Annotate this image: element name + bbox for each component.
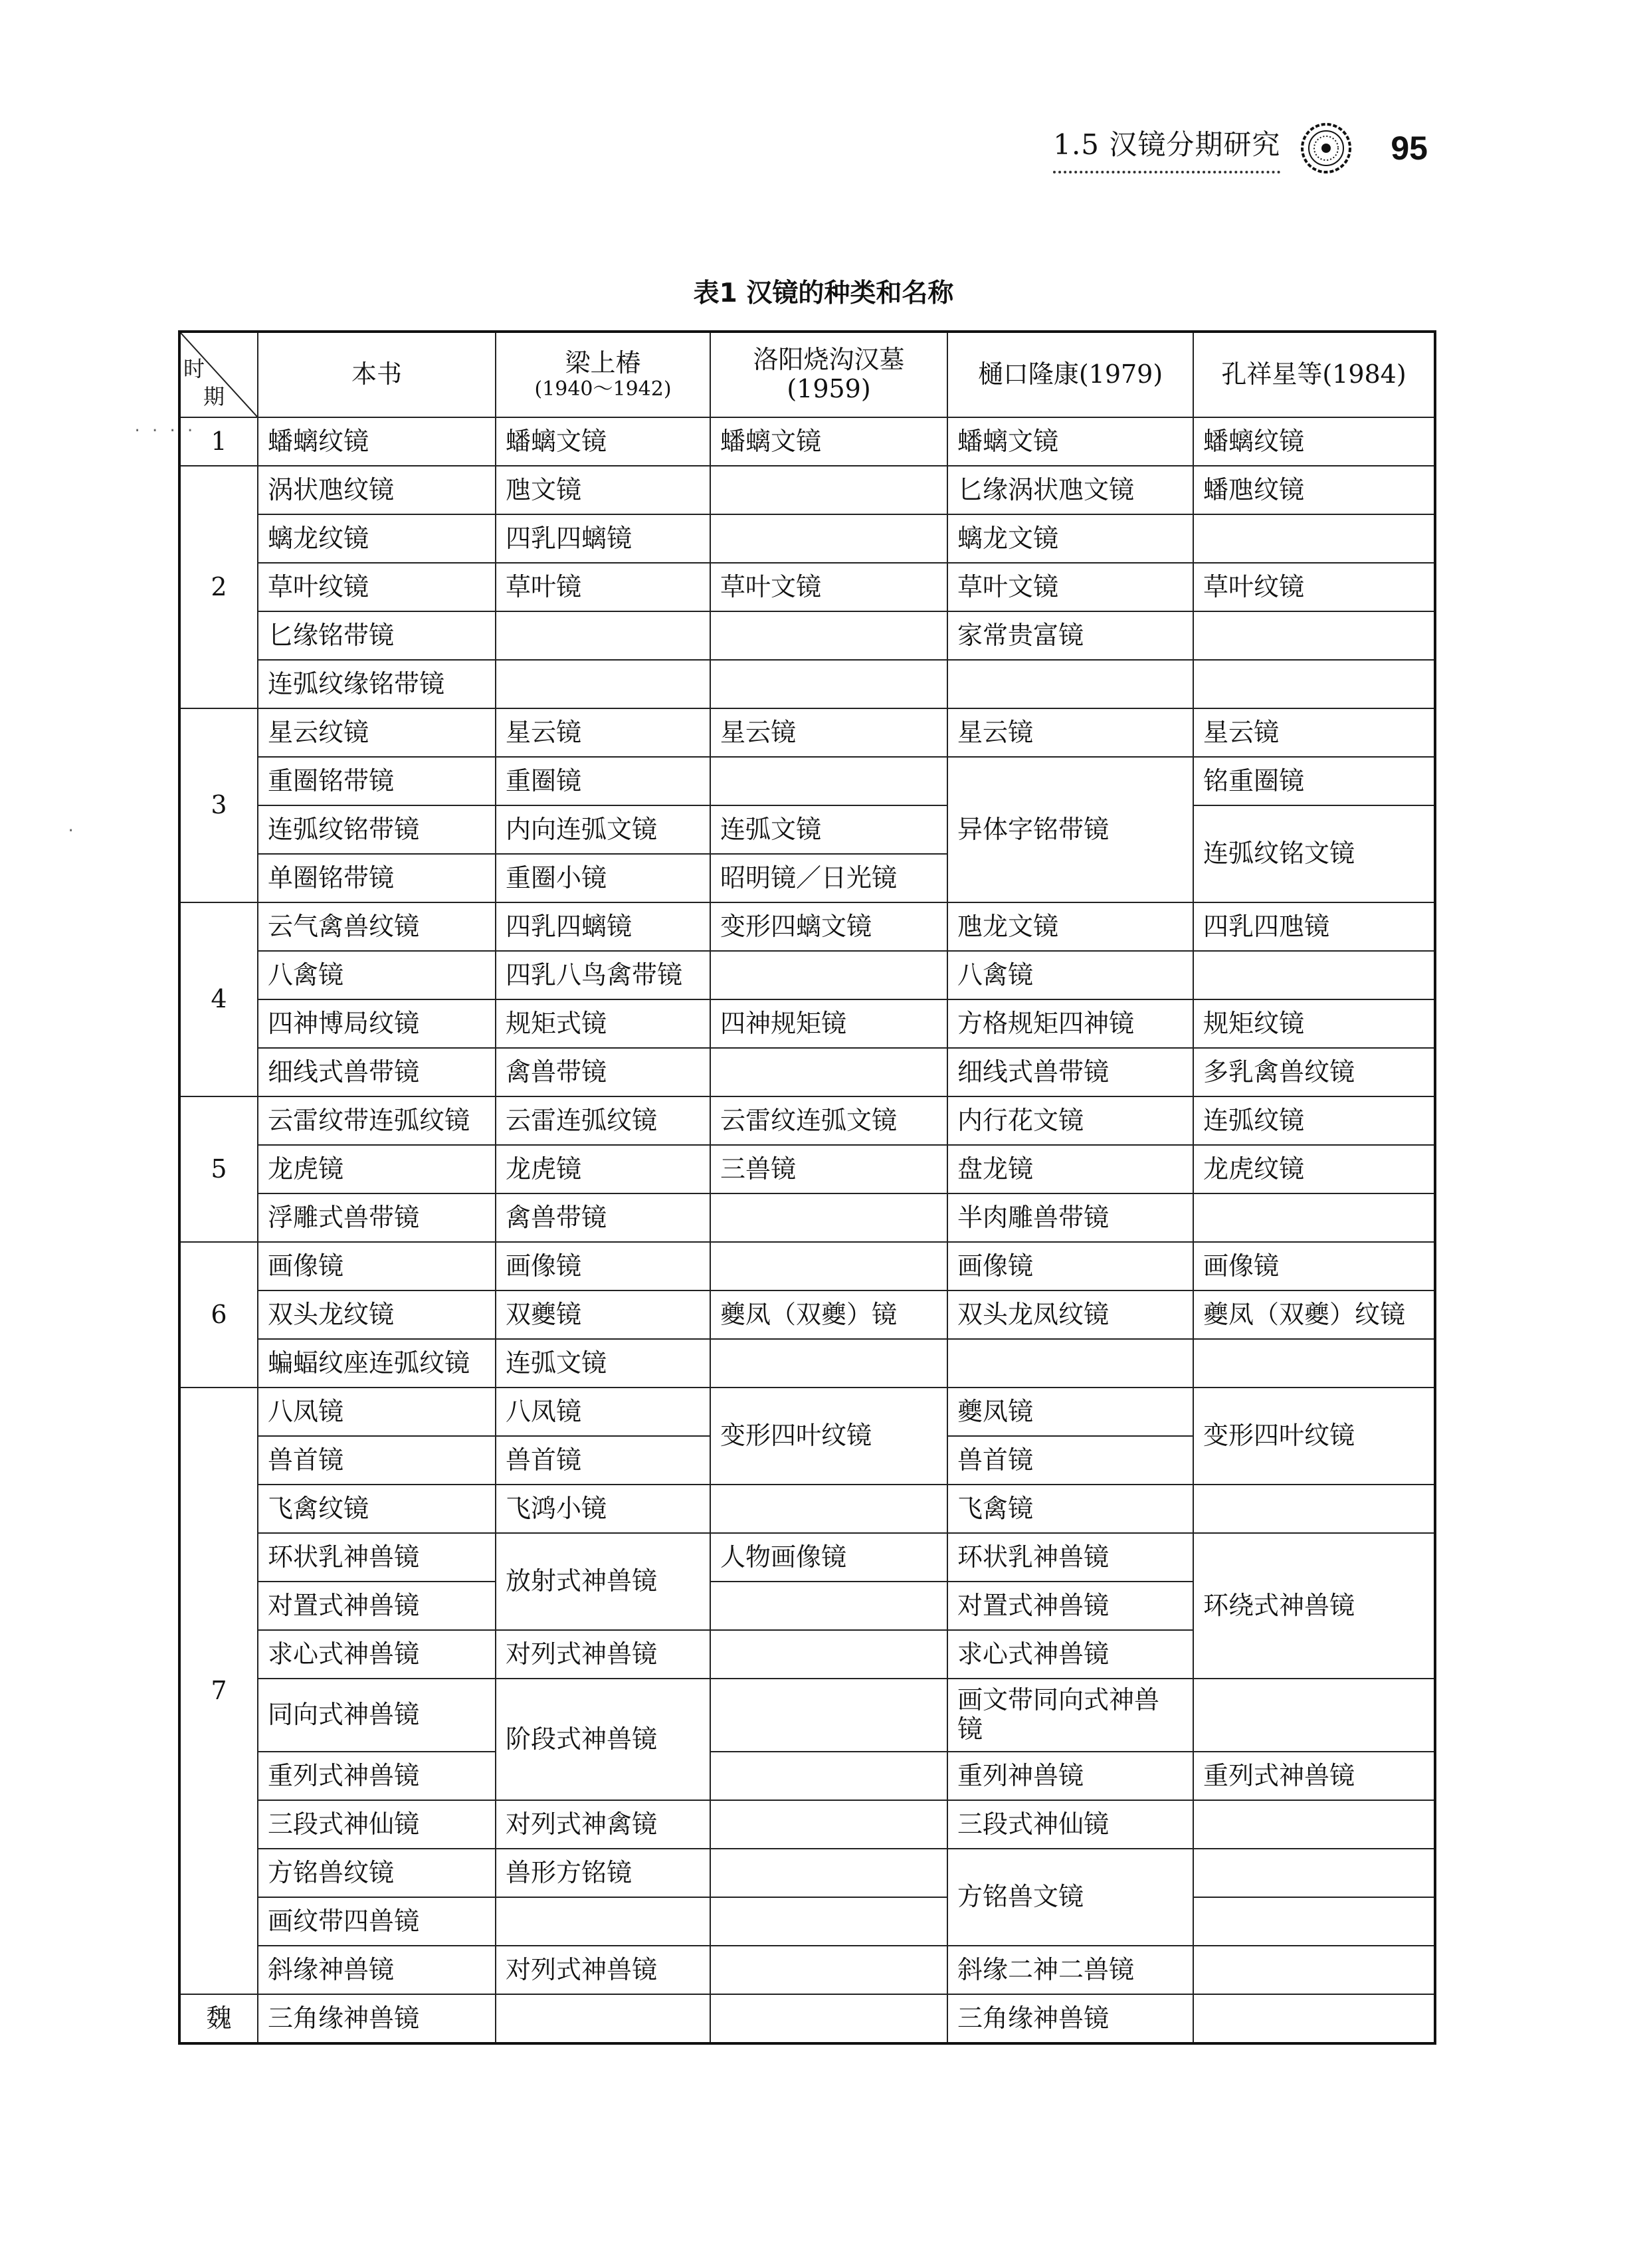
table-cell — [710, 951, 947, 999]
mirror-table-wrapper — [178, 330, 1434, 2045]
table-cell: 环状乳神兽镜 — [258, 1533, 496, 1582]
table-cell: 对列式神兽镜 — [496, 1946, 710, 1994]
table-cell: 环绕式神兽镜 — [1193, 1533, 1435, 1679]
table-cell: 夔凤镜 — [947, 1388, 1193, 1436]
table-row — [179, 1388, 1435, 1436]
table-row — [179, 757, 1435, 805]
table-row — [179, 1946, 1435, 1994]
table-cell: 家常贵富镜 — [947, 611, 1193, 660]
table-cell — [710, 1800, 947, 1849]
table-cell: 方铭兽文镜 — [947, 1849, 1193, 1946]
table-cell — [1193, 1849, 1435, 1897]
table-cell: 内向连弧文镜 — [496, 805, 710, 854]
table-cell: 重列神兽镜 — [947, 1752, 1193, 1800]
period-cell: 6 — [179, 1242, 258, 1388]
table-cell: 连弧纹缘铭带镜 — [258, 660, 496, 708]
table-cell: 蟠螭文镜 — [710, 417, 947, 466]
table-cell — [710, 1752, 947, 1800]
table-cell: 内行花文镜 — [947, 1096, 1193, 1145]
table-cell: 异体字铭带镜 — [947, 757, 1193, 902]
table-row — [179, 660, 1435, 708]
table-cell: 草叶纹镜 — [258, 563, 496, 611]
table-cell — [710, 1193, 947, 1242]
table-cell: 八凤镜 — [258, 1388, 496, 1436]
period-cell: 2 — [179, 466, 258, 708]
table-cell — [710, 1339, 947, 1388]
table-cell — [710, 1630, 947, 1679]
table-cell: 星云镜 — [1193, 708, 1435, 757]
corner-label-top: 时 — [183, 356, 205, 381]
table-row — [179, 708, 1435, 757]
table-row — [179, 1994, 1435, 2043]
table-row — [179, 805, 1435, 854]
column-header: 洛阳烧沟汉墓(1959) — [710, 332, 947, 417]
table-row — [179, 1339, 1435, 1388]
table-cell: 重圈小镜 — [496, 854, 710, 902]
table-cell: 画像镜 — [496, 1242, 710, 1290]
table-row — [179, 1290, 1435, 1339]
table-cell — [496, 1994, 710, 2043]
table-cell: 八凤镜 — [496, 1388, 710, 1436]
table-cell: 双头龙纹镜 — [258, 1290, 496, 1339]
table-cell — [1193, 1897, 1435, 1946]
table-cell: 对置式神兽镜 — [947, 1582, 1193, 1630]
table-cell: 连弧纹镜 — [1193, 1096, 1435, 1145]
table-cell: 重圈铭带镜 — [258, 757, 496, 805]
table-cell: 变形四叶纹镜 — [710, 1388, 947, 1485]
table-cell: 重列式神兽镜 — [1193, 1752, 1435, 1800]
table-cell: 重列式神兽镜 — [258, 1752, 496, 1800]
table-cell: 方格规矩四神镜 — [947, 999, 1193, 1048]
table-cell: 八禽镜 — [258, 951, 496, 999]
table-cell: 四神规矩镜 — [710, 999, 947, 1048]
table-cell: 细线式兽带镜 — [947, 1048, 1193, 1096]
table-cell: 规矩式镜 — [496, 999, 710, 1048]
table-cell — [710, 1485, 947, 1533]
table-cell: 连弧纹铭文镜 — [1193, 805, 1435, 902]
running-header — [1053, 120, 1428, 177]
table-cell: 放射式神兽镜 — [496, 1533, 710, 1630]
table-cell — [710, 1849, 947, 1897]
table-cell: 草叶文镜 — [710, 563, 947, 611]
column-header: 樋口隆康(1979) — [947, 332, 1193, 417]
table-cell: 环状乳神兽镜 — [947, 1533, 1193, 1582]
table-cell — [710, 514, 947, 563]
table-cell: 龙虎镜 — [258, 1145, 496, 1193]
table-cell: 蟠螭纹镜 — [1193, 417, 1435, 466]
table-cell: 多乳禽兽纹镜 — [1193, 1048, 1435, 1096]
scan-speck: · — [66, 823, 76, 839]
table-cell: 螭龙文镜 — [947, 514, 1193, 563]
table-cell: 四乳八鸟禽带镜 — [496, 951, 710, 999]
table-cell — [710, 1048, 947, 1096]
table-cell: 双夔镜 — [496, 1290, 710, 1339]
table-cell — [710, 611, 947, 660]
table-cell: 双头龙凤纹镜 — [947, 1290, 1193, 1339]
table-cell: 虺龙文镜 — [947, 902, 1193, 951]
table-cell: 飞禽纹镜 — [258, 1485, 496, 1533]
table-cell: 对列式神禽镜 — [496, 1800, 710, 1849]
table-cell — [496, 660, 710, 708]
table-cell — [1193, 1994, 1435, 2043]
period-cell: 4 — [179, 902, 258, 1096]
table-row — [179, 1485, 1435, 1533]
period-cell: 3 — [179, 708, 258, 902]
table-cell: 蟠螭文镜 — [496, 417, 710, 466]
table-cell: 禽兽带镜 — [496, 1193, 710, 1242]
table-row — [179, 1533, 1435, 1582]
table-cell: 夔凤（双夔）镜 — [710, 1290, 947, 1339]
table-cell: 草叶镜 — [496, 563, 710, 611]
table-cell: 画像镜 — [1193, 1242, 1435, 1290]
table-cell: 螭龙纹镜 — [258, 514, 496, 563]
table-cell: 星云镜 — [947, 708, 1193, 757]
table-cell: 画像镜 — [947, 1242, 1193, 1290]
table-cell: 蝙蝠纹座连弧纹镜 — [258, 1339, 496, 1388]
table-cell — [1193, 660, 1435, 708]
table-cell — [1193, 951, 1435, 999]
table-cell: 对置式神兽镜 — [258, 1582, 496, 1630]
table-row — [179, 611, 1435, 660]
table-row — [179, 902, 1435, 951]
table-row — [179, 1800, 1435, 1849]
table-cell — [710, 757, 947, 805]
table-cell: 虺文镜 — [496, 466, 710, 514]
table-row — [179, 1048, 1435, 1096]
table-cell: 三段式神仙镜 — [947, 1800, 1193, 1849]
table-cell — [710, 1679, 947, 1752]
table-cell: 盘龙镜 — [947, 1145, 1193, 1193]
column-header-label: 梁上椿 — [565, 348, 641, 377]
sun-ornament-icon — [1298, 120, 1355, 177]
table-cell — [710, 1897, 947, 1946]
table-cell — [1193, 1485, 1435, 1533]
column-header: 孔祥星等(1984) — [1193, 332, 1435, 417]
table-cell: 星云纹镜 — [258, 708, 496, 757]
table-cell: 四乳四虺镜 — [1193, 902, 1435, 951]
table-cell: 飞禽镜 — [947, 1485, 1193, 1533]
scan-speck: · · · · — [133, 423, 195, 439]
table-cell: 云雷纹带连弧纹镜 — [258, 1096, 496, 1145]
table-cell — [1193, 1946, 1435, 1994]
table-cell — [1193, 1679, 1435, 1752]
table-cell: 重圈镜 — [496, 757, 710, 805]
table-cell: 龙虎镜 — [496, 1145, 710, 1193]
table-cell: 蟠螭文镜 — [947, 417, 1193, 466]
table-cell: 斜缘神兽镜 — [258, 1946, 496, 1994]
table-cell: 方铭兽纹镜 — [258, 1849, 496, 1897]
table-cell — [1193, 1339, 1435, 1388]
table-cell: 斜缘二神二兽镜 — [947, 1946, 1193, 1994]
table-cell: 半肉雕兽带镜 — [947, 1193, 1193, 1242]
period-cell: 7 — [179, 1388, 258, 1994]
table-cell: 三兽镜 — [710, 1145, 947, 1193]
table-cell: 人物画像镜 — [710, 1533, 947, 1582]
table-cell: 云雷纹连弧文镜 — [710, 1096, 947, 1145]
table-row — [179, 1145, 1435, 1193]
table-cell: 求心式神兽镜 — [258, 1630, 496, 1679]
corner-header — [179, 332, 258, 417]
table-cell — [496, 1897, 710, 1946]
table-cell: 云气禽兽纹镜 — [258, 902, 496, 951]
table-cell — [710, 660, 947, 708]
period-cell: 魏 — [179, 1994, 258, 2043]
header-row — [179, 332, 1435, 417]
table-row — [179, 1242, 1435, 1290]
table-cell: 草叶纹镜 — [1193, 563, 1435, 611]
table-cell — [710, 1582, 947, 1630]
table-cell: 蟠螭纹镜 — [258, 417, 496, 466]
table-cell: 连弧文镜 — [710, 805, 947, 854]
table-cell: 三角缘神兽镜 — [258, 1994, 496, 2043]
table-cell: 八禽镜 — [947, 951, 1193, 999]
table-cell: 铭重圈镜 — [1193, 757, 1435, 805]
table-cell: 四神博局纹镜 — [258, 999, 496, 1048]
table-cell: 蟠虺纹镜 — [1193, 466, 1435, 514]
table-row — [179, 1897, 1435, 1946]
table-cell: 禽兽带镜 — [496, 1048, 710, 1096]
table-cell: 昭明镜／日光镜 — [710, 854, 947, 902]
table-cell: 单圈铭带镜 — [258, 854, 496, 902]
table-row — [179, 1752, 1435, 1800]
page-number: 95 — [1391, 130, 1428, 167]
column-header: 本书 — [258, 332, 496, 417]
column-header — [496, 332, 710, 417]
table-cell — [1193, 1800, 1435, 1849]
mirror-types-table — [178, 330, 1436, 2045]
table-cell: 画像镜 — [258, 1242, 496, 1290]
table-cell: 匕缘涡状虺文镜 — [947, 466, 1193, 514]
corner-label-bottom: 期 — [203, 384, 225, 409]
table-cell — [947, 1339, 1193, 1388]
table-cell: 兽首镜 — [947, 1436, 1193, 1485]
table-cell — [710, 1946, 947, 1994]
table-cell: 兽首镜 — [496, 1436, 710, 1485]
table-row — [179, 514, 1435, 563]
table-cell: 画纹带四兽镜 — [258, 1897, 496, 1946]
period-cell: 5 — [179, 1096, 258, 1242]
table-cell: 草叶文镜 — [947, 563, 1193, 611]
table-cell — [1193, 1193, 1435, 1242]
table-cell — [496, 611, 710, 660]
table-cell: 涡状虺纹镜 — [258, 466, 496, 514]
table-cell — [710, 1242, 947, 1290]
table-title: 表1 汉镜的种类和名称 — [693, 278, 954, 308]
table-cell — [1193, 514, 1435, 563]
table-row — [179, 1096, 1435, 1145]
table-row — [179, 999, 1435, 1048]
table-row — [179, 563, 1435, 611]
table-cell: 匕缘铭带镜 — [258, 611, 496, 660]
table-cell: 龙虎纹镜 — [1193, 1145, 1435, 1193]
table-cell: 云雷连弧纹镜 — [496, 1096, 710, 1145]
table-cell: 三段式神仙镜 — [258, 1800, 496, 1849]
table-cell: 细线式兽带镜 — [258, 1048, 496, 1096]
table-row — [179, 1849, 1435, 1897]
table-cell: 求心式神兽镜 — [947, 1630, 1193, 1679]
period-cell: 1 — [179, 417, 258, 466]
table-cell: 四乳四螭镜 — [496, 902, 710, 951]
table-cell: 夔凤（双夔）纹镜 — [1193, 1290, 1435, 1339]
table-cell: 阶段式神兽镜 — [496, 1679, 710, 1800]
table-cell: 兽形方铭镜 — [496, 1849, 710, 1897]
table-cell: 星云镜 — [710, 708, 947, 757]
table-cell — [710, 1994, 947, 2043]
table-row — [179, 951, 1435, 999]
table-row — [179, 466, 1435, 514]
table-cell: 连弧文镜 — [496, 1339, 710, 1388]
table-cell: 变形四螭文镜 — [710, 902, 947, 951]
table-cell: 变形四叶纹镜 — [1193, 1388, 1435, 1485]
table-row — [179, 417, 1435, 466]
table-cell: 对列式神兽镜 — [496, 1630, 710, 1679]
table-cell: 连弧纹铭带镜 — [258, 805, 496, 854]
table-cell — [710, 466, 947, 514]
table-cell: 四乳四螭镜 — [496, 514, 710, 563]
table-cell: 浮雕式兽带镜 — [258, 1193, 496, 1242]
table-cell — [947, 660, 1193, 708]
table-row — [179, 1679, 1435, 1752]
table-cell — [1193, 611, 1435, 660]
table-cell: 三角缘神兽镜 — [947, 1994, 1193, 2043]
section-title: 1.5 汉镜分期研究 — [1053, 123, 1280, 173]
table-cell: 画文带同向式神兽镜 — [947, 1679, 1193, 1752]
table-cell: 兽首镜 — [258, 1436, 496, 1485]
column-header-sub: (1940～1942) — [534, 377, 672, 401]
table-cell: 飞鸿小镜 — [496, 1485, 710, 1533]
table-cell: 同向式神兽镜 — [258, 1679, 496, 1752]
table-row — [179, 1193, 1435, 1242]
table-cell: 规矩纹镜 — [1193, 999, 1435, 1048]
table-cell: 星云镜 — [496, 708, 710, 757]
